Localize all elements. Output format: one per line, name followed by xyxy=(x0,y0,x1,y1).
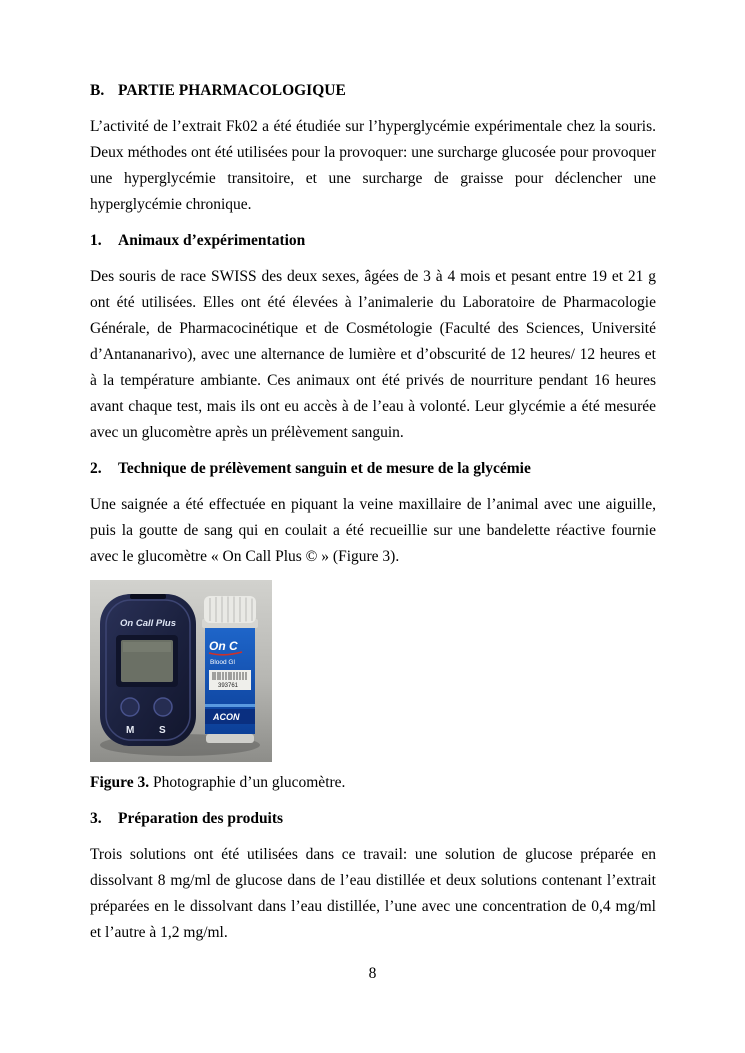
paragraph-solutions: Trois solutions ont été utilisées dans ce travail: une solution de glucose préparée en dissolvant 8 mg/ml de glucose dans de l’eau distillée et deux solutions contenant l’extrait préparées en le dissolvant dans l’eau distillée, l’une avec une concentration de 0,4 mg/ml et l’autre à 1,2 mg/ml. xyxy=(90,846,656,941)
subsection-marker: 3. xyxy=(90,810,102,827)
vial-brand-text: On C xyxy=(209,639,238,653)
vial-cap xyxy=(204,596,256,623)
subsection-title: Animaux d’expérimentation xyxy=(118,232,306,249)
figure-caption xyxy=(90,770,656,796)
section-title: PARTIE PHARMACOLOGIQUE xyxy=(118,82,346,99)
paragraph-intro: L’activité de l’extrait Fk02 a été étudiée sur l’hyperglycémie expérimentale chez la souris. Deux méthodes ont été utilisées pour la provoquer: une surcharge glucosée pour provoquer une hyperglycémie transitoire, et une surcharge de graisse pour déclencher une hyperglycémie chronique. xyxy=(90,118,656,213)
vial-subtitle-text: Blood Gl xyxy=(210,659,235,666)
figure-caption-label: Figure 3. xyxy=(90,774,150,791)
figure-3-photo xyxy=(90,580,656,762)
section-marker: B. xyxy=(90,82,105,99)
figure-caption-text: Photographie d’un glucomètre. xyxy=(149,774,346,791)
glucometer-photo xyxy=(90,580,272,762)
subsection-title: Technique de prélèvement sanguin et de mesure de la glycémie xyxy=(118,460,531,477)
subsection-marker: 1. xyxy=(90,232,102,249)
page-number: 8 xyxy=(368,965,377,982)
device-m-label: M xyxy=(126,725,135,736)
subsection-title: Préparation des produits xyxy=(118,810,284,827)
device-s-button xyxy=(154,698,172,716)
glucometer-device xyxy=(100,594,196,746)
device-m-button xyxy=(121,698,139,716)
test-strip-vial xyxy=(202,596,258,743)
vial-base xyxy=(206,734,254,743)
subsection-heading-1 xyxy=(90,228,656,254)
paragraph-animals: Des souris de race SWISS des deux sexes, âgées de 3 à 4 mois et pesant entre 19 et 21 g ont été utilisées. Elles ont été élevées à l’animalerie du Laboratoire de Pharmacologie Générale, de Pharmacocinétique et de Cosmétologie (Faculté des Sciences, Université d’Antananarivo), avec une alternance de lumière et d’obscurité de 12 heures/ 12 heures et à la température ambiante. Ces animaux ont été privés de nourriture pendant 16 heures avant chaque test, mais ils ont eu accès à de l’eau à volonté. Leur glycémie a été mesurée avec un glucomètre après un prélèvement sanguin. xyxy=(90,268,656,441)
section-heading-b xyxy=(90,78,656,104)
device-s-label: S xyxy=(159,725,166,736)
vial-lot-code: 393761 xyxy=(218,683,239,689)
subsection-heading-3 xyxy=(90,806,656,832)
device-brand-text: On Call Plus xyxy=(120,618,176,629)
paragraph-sampling: Une saignée a été effectuée en piquant la veine maxillaire de l’animal avec une aiguille, puis la goutte de sang qui en coulait a été recueillie sur une bandelette réactive fournie avec le glucomètre « On Call Plus © » (Figure 3). xyxy=(90,496,656,565)
subsection-marker: 2. xyxy=(90,460,102,477)
vial-maker-text: ACON xyxy=(213,712,240,722)
subsection-heading-2 xyxy=(90,456,656,482)
